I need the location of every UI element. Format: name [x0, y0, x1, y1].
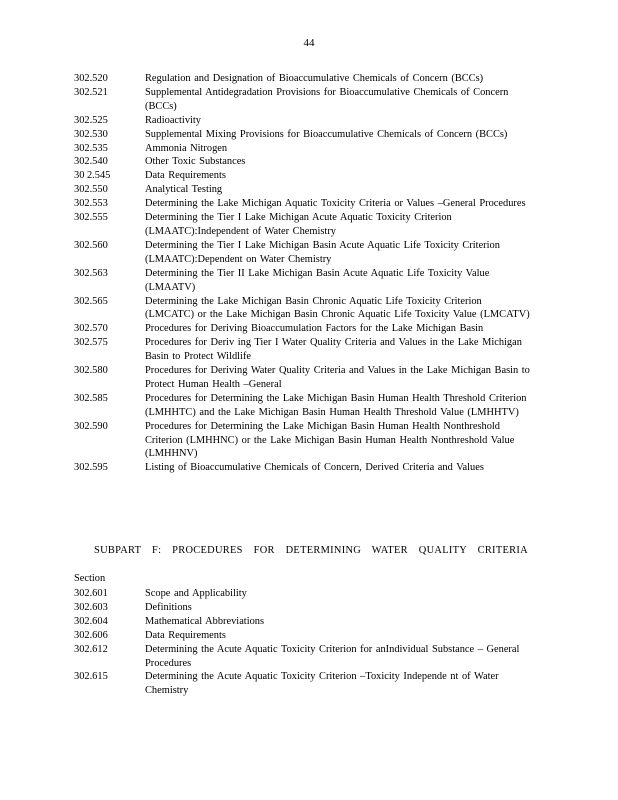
list-item	[74, 155, 534, 169]
list-item	[74, 72, 534, 86]
section-title: Supplemental Mixing Provisions for Bioaccumulative Chemicals of Concern (BCCs)	[145, 128, 508, 140]
list-item	[74, 336, 534, 364]
section-number: 302.565	[74, 295, 108, 307]
section-number: 302.590	[74, 420, 108, 432]
section-label: Section	[74, 573, 106, 584]
section-title: Determining the Tier II Lake Michigan Basin Acute Aquatic Life Toxicity Value (LMAATV)	[145, 267, 490, 293]
section-number: 302.615	[74, 671, 108, 683]
section-number: 302.606	[74, 629, 108, 641]
list-item	[74, 211, 534, 239]
section-title: Determining the Lake Michigan Basin Chronic Aquatic Life Toxicity Criterion (LMCATC) or the Lake Michigan Basin Chronic Aquatic Life Toxicity Value (LMCATV)	[145, 295, 530, 321]
section-number: 302.550	[74, 184, 108, 196]
section-number: 302.575	[74, 337, 108, 349]
section-title: Regulation and Designation of Bioaccumulative Chemicals of Concern (BCCs)	[145, 73, 484, 84]
section-title: Definitions	[145, 601, 192, 613]
list-item	[74, 364, 534, 392]
section-list-a	[74, 72, 534, 475]
section-number: 302.601	[74, 588, 108, 599]
section-title: Analytical Testing	[145, 184, 223, 196]
list-item	[74, 267, 534, 295]
section-list-f	[74, 587, 534, 698]
list-item	[74, 322, 534, 336]
list-item	[74, 587, 534, 601]
section-title: Determining the Lake Michigan Aquatic Toxicity Criteria or Values –General Procedures	[145, 198, 526, 210]
section-number: 30 2.545	[74, 170, 111, 182]
section-title: Determining the Tier I Lake Michigan Acute Aquatic Toxicity Criterion (LMAATC):Independent of Water Chemistry	[145, 212, 452, 237]
section-number: 302.535	[74, 142, 108, 154]
list-item	[74, 295, 534, 323]
section-number: 302.585	[74, 392, 108, 404]
list-item	[74, 392, 534, 420]
section-title: Radioactivity	[145, 114, 201, 126]
section-number: 302.521	[74, 86, 108, 98]
section-number: 302.604	[74, 615, 108, 627]
list-item	[74, 86, 534, 114]
section-title: Procedures for Determining the Lake Michigan Basin Human Health Threshold Criterion (LMHHTC) and the Lake Michigan Basin Human Health Threshold Value (LMHHTV)	[145, 392, 527, 418]
list-item	[74, 461, 534, 475]
section-number: 302.595	[74, 462, 108, 474]
list-item	[74, 169, 534, 183]
section-number: 302.563	[74, 267, 108, 279]
section-number: 302.580	[74, 365, 108, 377]
section-number: 302.520	[74, 73, 108, 84]
list-item	[74, 114, 534, 128]
section-number: 302.525	[74, 114, 108, 126]
section-number: 302.560	[74, 239, 108, 251]
list-item	[74, 615, 534, 629]
section-title: Supplemental Antidegradation Provisions for Bioaccumulative Chemicals of Concern (BCCs)	[145, 86, 509, 112]
section-title: Procedures for Determining the Lake Michigan Basin Human Health Nonthreshold Criterion (LMHHNC) or the Lake Michigan Basin Human Health Nonthreshold Value (LMHHNV)	[145, 420, 515, 460]
list-item	[74, 142, 534, 156]
list-item	[74, 601, 534, 615]
section-title: Data Requirements	[145, 629, 226, 641]
list-item	[74, 128, 534, 142]
list-item	[74, 670, 534, 698]
section-title: Determining the Acute Aquatic Toxicity Criterion for anIndividual Substance – General Procedures	[145, 643, 520, 669]
section-number: 302.553	[74, 198, 108, 210]
list-item	[74, 197, 534, 211]
list-item	[74, 420, 534, 462]
section-title: Procedures for Deriving Water Quality Criteria and Values in the Lake Michigan Basin to Protect Human Health –General	[145, 365, 530, 390]
section-number: 302.612	[74, 643, 108, 655]
section-title: Mathematical Abbreviations	[145, 615, 265, 627]
section-title: Determining the Acute Aquatic Toxicity Criterion –Toxicity Independe nt of Water Chemistry	[145, 671, 499, 697]
list-item	[74, 629, 534, 643]
section-title: Data Requirements	[145, 170, 226, 182]
list-item	[74, 239, 534, 267]
list-item	[74, 183, 534, 197]
section-title: Determining the Tier I Lake Michigan Basin Acute Aquatic Life Toxicity Criterion (LMAATC):Dependent on Water Chemistry	[145, 239, 500, 265]
subpart-heading: SUBPART F: PROCEDURES FOR DETERMINING WATER QUALITY CRITERIA	[94, 545, 528, 556]
list-item	[74, 643, 534, 671]
section-number: 302.603	[74, 601, 108, 613]
section-title: Scope and Applicability	[145, 588, 247, 599]
section-title: Procedures for Deriving Bioaccumulation Factors for the Lake Michigan Basin	[145, 323, 484, 335]
section-number: 302.570	[74, 323, 108, 335]
section-title: Procedures for Deriv ing Tier I Water Quality Criteria and Values in the Lake Michigan Basin to Protect Wildlife	[145, 337, 522, 363]
section-title: Other Toxic Substances	[145, 156, 246, 168]
section-title: Listing of Bioaccumulative Chemicals of Concern, Derived Criteria and Values	[145, 462, 484, 474]
section-number: 302.540	[74, 156, 108, 168]
section-title: Ammonia Nitrogen	[145, 142, 228, 154]
section-number: 302.555	[74, 212, 108, 224]
page-number: 44	[303, 37, 315, 49]
section-number: 302.530	[74, 128, 108, 140]
